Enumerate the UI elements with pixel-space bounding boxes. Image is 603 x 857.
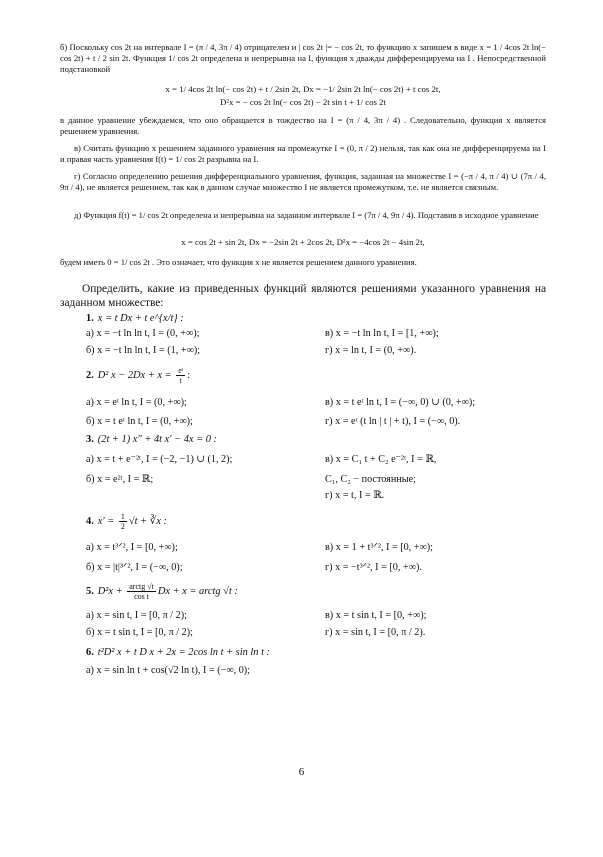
option-a: а) x = sin t, I = [0, π / 2); (86, 610, 187, 621)
problem-3-heading (86, 434, 217, 445)
option-b: б) x = t eᵗ ln t, I = (0, +∞); (86, 416, 193, 427)
paragraph-b: б) Поскольку cos 2t на интервале I = (π / 4, 3π / 4) отрицателен и | cos 2t |= − cos 2t, то функцию x запишем в виде x = 1 / 4cos 2t ln(− cos 2t) + t / 2 sin 2t. Функция 1/ cos 2t определена и непрерывна на I, функция x дважды дифференцируема на I . Непосредственной подстановкой (60, 42, 546, 75)
option-a: а) x = t³ᐟ², I = [0, +∞); (86, 542, 178, 553)
option-b: б) x = −t ln ln t, I = (1, +∞); (86, 345, 201, 356)
equation-d: x = cos 2t + sin 2t, Dx = −2sin 2t + 2cos 2t, D²x = −4cos 2t − 4sin 2t, (181, 237, 425, 247)
equation-b-2: D²x = − cos 2t ln(− cos 2t) − 2t sin t + 1/ cos 2t (220, 97, 386, 107)
equation-b-1: x = 1/ 4cos 2t ln(− cos 2t) + t / 2sin 2t, Dx = −1/ 2sin 2t ln(− cos 2t) + t cos 2t, (165, 84, 441, 94)
fraction-numerator: 1 (120, 512, 125, 521)
option-v-note: C₁, C₂ − постоянные; (325, 474, 416, 485)
problem-equation-left: D²x + (97, 585, 123, 597)
option-g: г) x = sin t, I = [0, π / 2). (325, 627, 426, 638)
problem-equation: (2t + 1) x″ + 4t x′ − 4x = 0 : (97, 434, 217, 445)
problem-number: 5. (86, 585, 94, 597)
page-number: 6 (298, 766, 305, 778)
paragraph-g: г) Согласно определению решения дифференциального уравнения, функция, заданная на множестве I = (−π / 4, π / 4) ∪ (7π / 4, 9π / 4), не является решением, так как в данном случае множество I не является промежутком, т.е. не является связным. (60, 171, 546, 193)
task-statement: Определить, какие из приведенных функций являются решениями указанного уравнения на заданном множестве: (60, 283, 546, 309)
option-v: в) x = t eᵗ ln t, I = (−∞, 0) ∪ (0, +∞); (325, 397, 476, 408)
fraction (176, 366, 185, 385)
problem-equation-right: : (187, 369, 191, 381)
option-b: б) x = e²ᵗ, I = ℝ; (86, 474, 154, 485)
option-v: в) x = 1 + t³ᐟ², I = [0, +∞); (325, 542, 434, 553)
option-g: г) x = eᵗ (t ln | t | + t), I = (−∞, 0). (325, 416, 461, 427)
problem-number: 6. (86, 647, 94, 658)
option-v: в) x = C₁ t + C₂ e⁻²ᵗ, I = ℝ, (325, 454, 437, 465)
fraction (119, 512, 127, 531)
problem-number: 4. (86, 515, 94, 527)
option-g: г) x = −t³ᐟ², I = [0, +∞). (325, 562, 422, 573)
fraction-denominator: t (179, 376, 182, 385)
problem-equation-right: √t + ∛x : (128, 515, 167, 527)
problem-number: 2. (86, 369, 94, 381)
option-v: в) x = t sin t, I = [0, +∞); (325, 610, 427, 621)
paragraph-b-conclusion: в данное уравнение убеждаемся, что оно обращается в тождество на I = (π / 4, 3π / 4) . Следовательно, функция x является решением уравнения. (60, 115, 546, 137)
fraction-denominator: 2 (120, 522, 125, 531)
problem-number: 3. (86, 434, 94, 445)
option-b: б) x = |t|³ᐟ², I = (−∞, 0); (86, 562, 183, 573)
problem-5-heading (86, 582, 238, 601)
fraction-numerator: arctg √t (129, 582, 154, 591)
option-g: г) x = t, I = ℝ. (325, 490, 385, 501)
problem-2-heading (86, 366, 190, 385)
paragraph-v: в) Считать функцию x решением заданного уравнения на промежутке I = (0, π / 2) нельзя, так как она не дифференцируема на I и правая часть уравнения f(t) = 1/ cos 2t разрывна на I. (60, 143, 546, 165)
problem-equation-left: x′ = (97, 515, 115, 527)
fraction-numerator: eᵗ (178, 366, 184, 375)
problem-equation-right: Dx + x = arctg √t : (157, 585, 238, 597)
problem-equation-left: D² x − 2Dx + x = (97, 369, 172, 381)
problem-equation: t²D² x + t D x + 2x = 2cos ln t + sin ln t : (97, 647, 271, 658)
paragraph-d: д) Функция f(t) = 1/ cos 2t определена и непрерывна на заданном интервале I = (7π / 4, 9π / 4). Подставив в исходное уравнение (74, 210, 539, 220)
fraction-denominator: cos t (134, 592, 149, 601)
option-b: б) x = t sin t, I = [0, π / 2); (86, 627, 193, 638)
option-g: г) x = ln t, I = (0, +∞). (325, 345, 417, 356)
option-v: в) x = −t ln ln t, I = [1, +∞); (325, 328, 439, 339)
option-a: а) x = t + e⁻²ᵗ, I = (−2, −1) ∪ (1, 2); (86, 454, 233, 465)
fraction (127, 582, 156, 601)
paragraph-d-conclusion: будем иметь 0 = 1/ cos 2t . Это означает, что функция x не является решением данного уравнения. (60, 257, 417, 267)
problem-6-heading (86, 647, 270, 658)
option-a: а) x = sin ln t + cos(√2 ln t), I = (−∞, 0); (86, 665, 251, 676)
problem-4-heading (86, 512, 167, 531)
option-a: а) x = eᵗ ln t, I = (0, +∞); (86, 397, 187, 408)
problem-1-heading (86, 313, 184, 324)
option-a: а) x = −t ln ln t, I = (0, +∞); (86, 328, 200, 339)
problem-equation: x = t Dx + t e^{x/t} : (97, 313, 184, 324)
problem-number: 1. (86, 313, 94, 324)
